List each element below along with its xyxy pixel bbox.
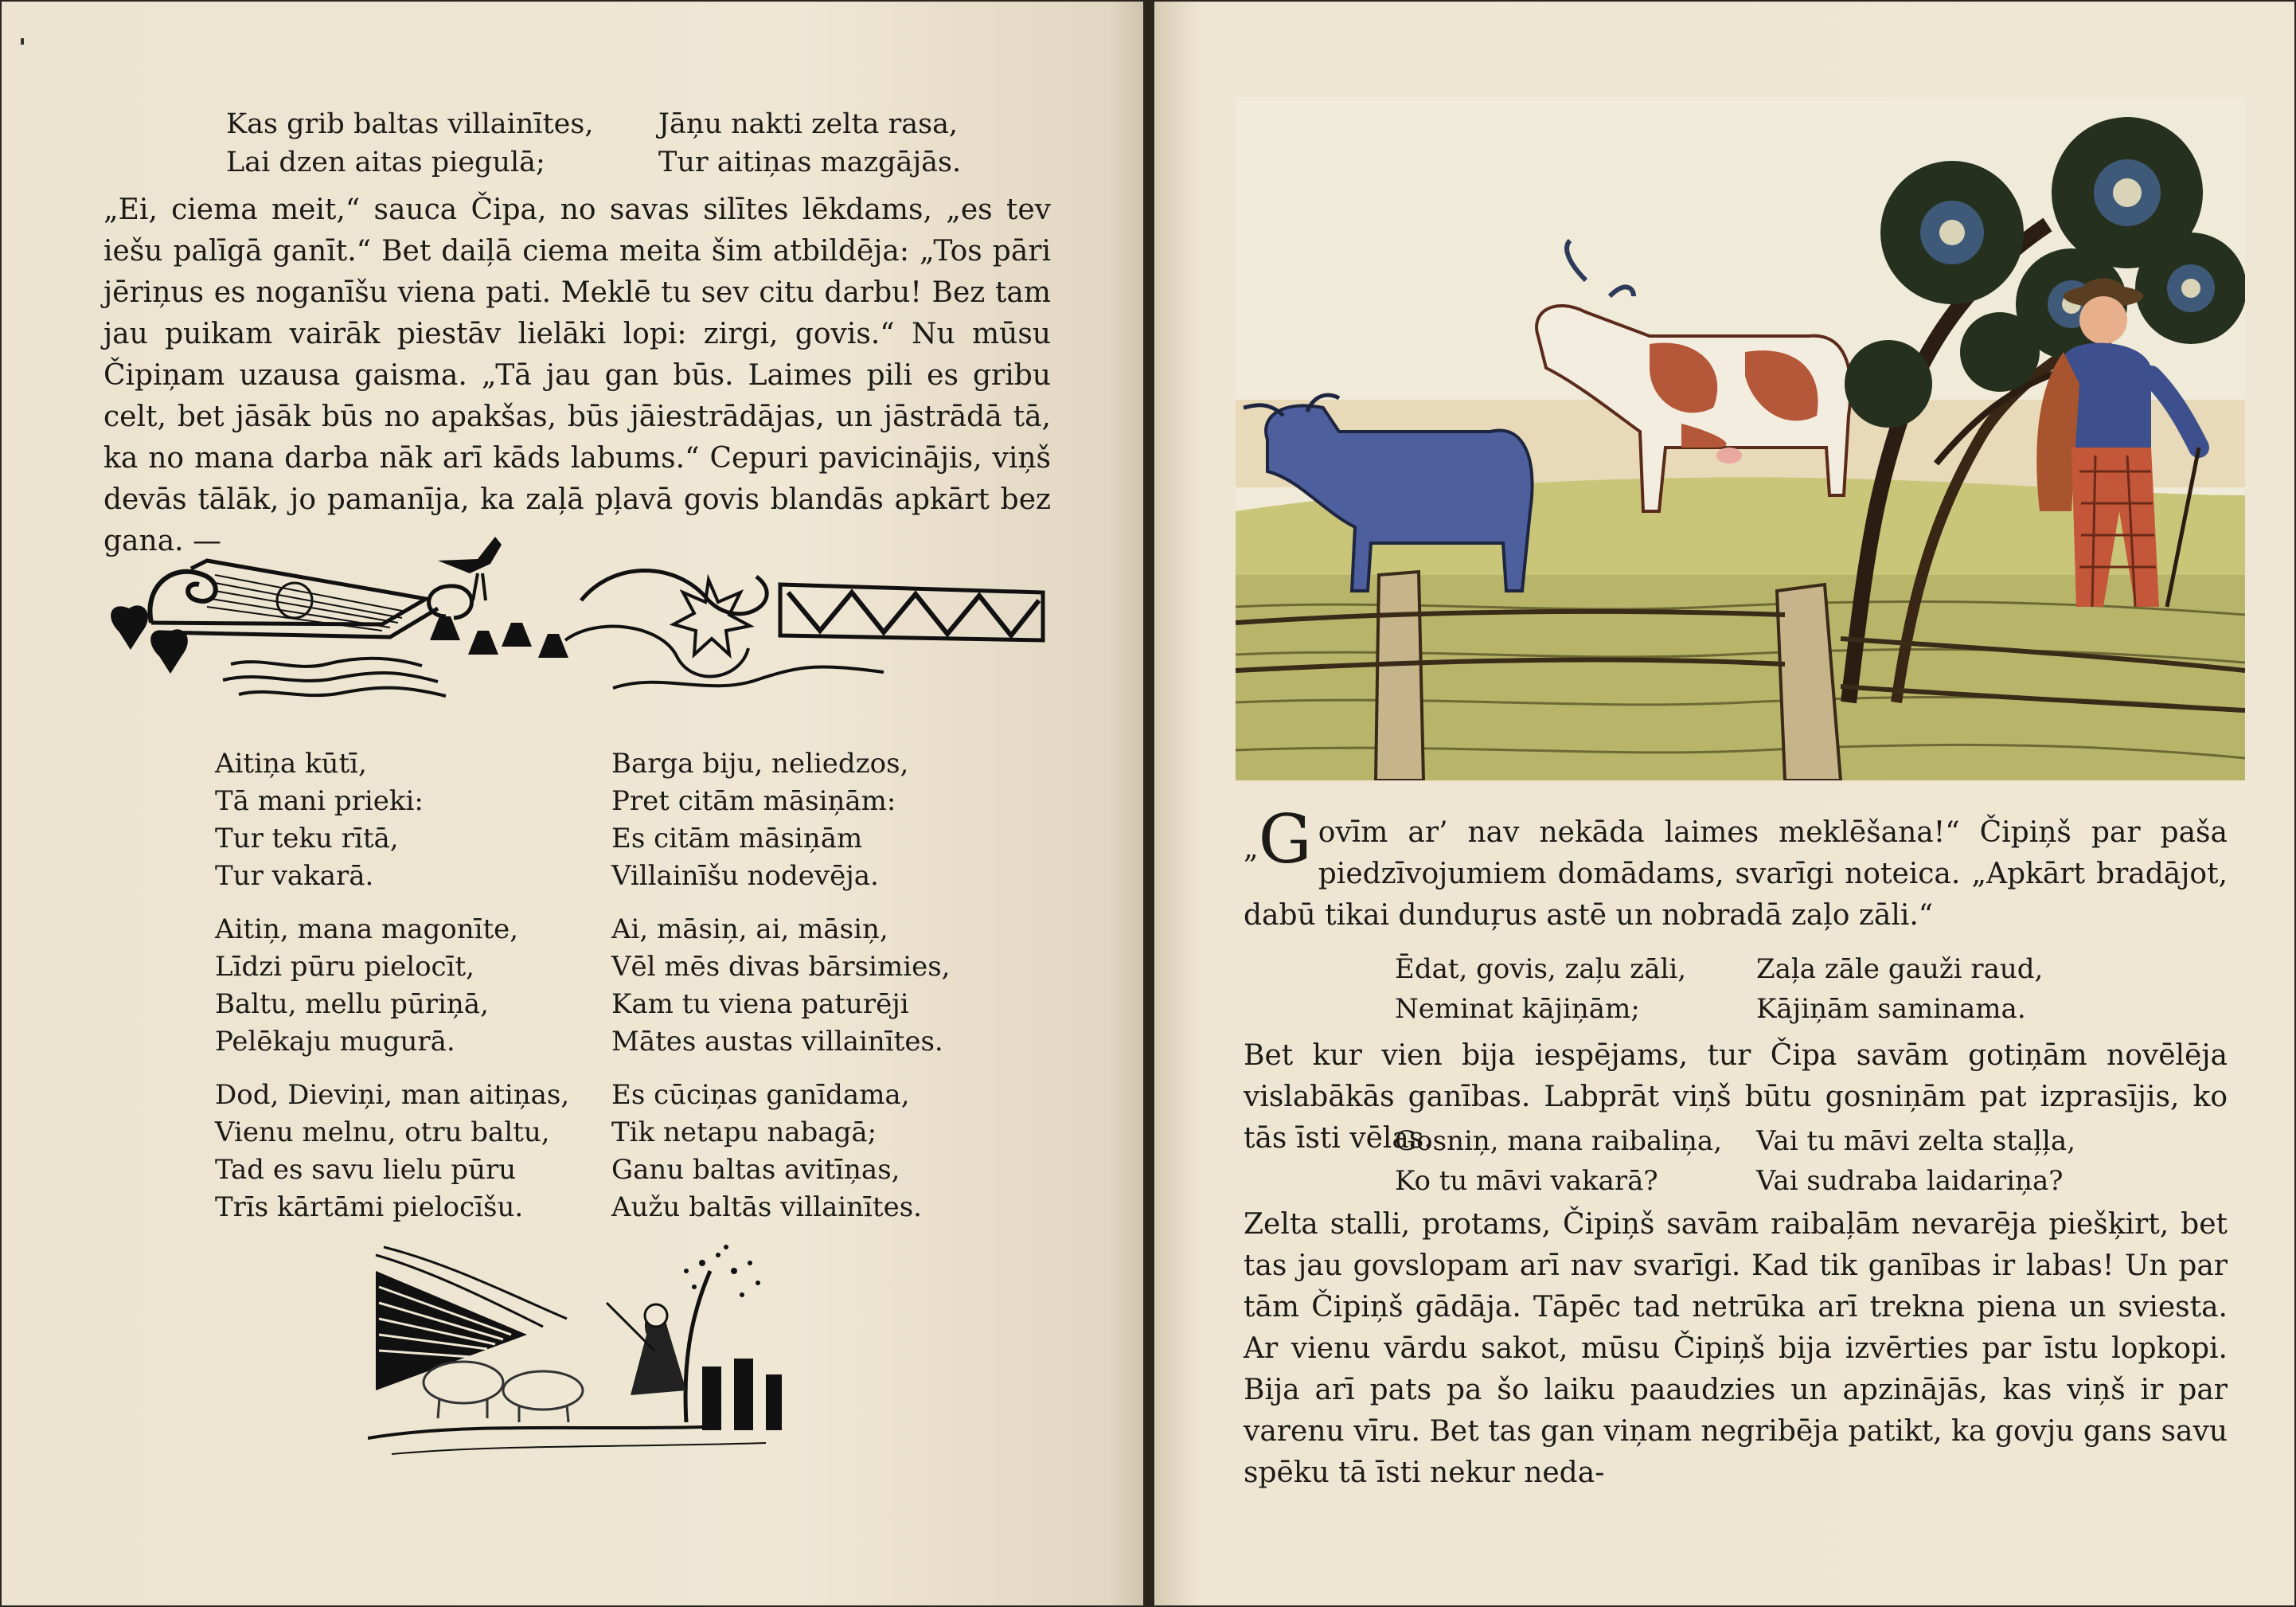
dropcap-quote: „	[1244, 832, 1259, 865]
verse-line: Vai tu māvi zelta staļļa,	[1756, 1125, 2076, 1157]
right-prose-3	[1244, 1204, 2228, 1494]
verse-top-right	[658, 105, 961, 182]
verse-line: Mātes austas villainītes.	[611, 1026, 943, 1058]
verse-line: Pret citām māsiņām:	[611, 785, 896, 817]
verse-a	[1395, 949, 2043, 1029]
verse-line: Lai dzen aitas piegulā;	[226, 147, 545, 178]
verse-line: Tā mani prieki:	[215, 785, 424, 817]
verse-line: Neminat kājiņām;	[1395, 993, 1640, 1025]
verse-line: Tik netapu nabagā;	[611, 1116, 877, 1148]
verse-line: Dod, Dieviņi, man aitiņas,	[215, 1079, 570, 1111]
verse-line: Kas grib baltas villainītes,	[226, 108, 594, 140]
verse-line: Pelēkaju mugurā.	[215, 1026, 455, 1058]
verse-line: Ēdat, govis, zaļu zāli,	[1395, 953, 1687, 985]
page-mark	[21, 38, 24, 45]
right-page	[1153, 0, 2296, 1607]
ornament-kokle-bird-sun-icon	[103, 529, 1051, 720]
verse-line: Villainīšu nodevēja.	[611, 860, 879, 892]
verse-line: Ganu baltas avitīņas,	[611, 1154, 900, 1186]
stanza-1	[215, 745, 908, 895]
verse-line: Ai, māsiņ, ai, māsiņ,	[611, 913, 888, 945]
verse-line: Vai sudraba laidariņa?	[1756, 1165, 2064, 1197]
left-prose	[103, 190, 1051, 562]
right-prose-1	[1244, 800, 2228, 936]
verse-top-left	[226, 105, 658, 182]
verse-line: Baltu, mellu pūriņā,	[215, 988, 489, 1020]
verse-line: Es citām māsiņām	[611, 823, 863, 854]
drop-cap: G	[1258, 800, 1312, 878]
prose-paragraph: ovīm ar’ nav nekāda laimes meklēšana!“ Čipiņš par paša piedzīvojumiem domādams, svarīgi noteica. „Apkārt bradājot, dabū tikai dunduŗus astē un nobradā zaļo zāli.“	[1244, 816, 2228, 932]
verse-line: Tur vakarā.	[215, 860, 374, 892]
verse-line: Tur teku rītā,	[215, 823, 399, 854]
prose-paragraph: Zelta stalli, protams, Čipiņš savām raibaļām nevarēja piešķirt, bet tas jau govslopam arī nav svarīgi. Kad tik ganības ir labas! Un par tām Čipiņš gādāja. Tāpēc tad netrūka arī trekna piena un sviesta. Ar vienu vārdu sakot, mūsu Čipiņš bija izvērties par īstu lopkopi. Bija arī pats pa šo laiku paaudzies un apzinājās, kas viņš ir par varenu vīru. Bet tas gan viņam negribēja patikt, ka govju gans savu spēku tā īsti nekur neda-	[1244, 1208, 2228, 1489]
verse-line: Aitiņa kūtī,	[215, 748, 367, 780]
stanza-2	[215, 911, 950, 1061]
prose-paragraph: „Ei, ciema meit,“ sauca Čipa, no savas silītes lēkdams, „es tev iešu palīgā ganīt.“ Bet daiļā ciema meita šim atbildēja: „Tos pāri jēriņus es noganīšu viena pati. Meklē tu sev citu darbu! Bez tam jau puikam vairāk piestāv lielāki lopi: zirgi, govis.“ Nu mūsu Čipiņam uzausa gaisma. „Tā jau gan būs. Laimes pili es gribu celt, bet jāsāk būs no apakšas, būs jāiestrādājas, un jāstrādā tā, ka no mana darba nāk arī kāds labums.“ Cepuri pavicinājis, viņš devās tālāk, jo pamanīja, ka zaļā pļavā govis blandās apkārt bez gana. —	[103, 194, 1051, 557]
prose-paragraph: Bet kur vien bija iespējams, tur Čipa savām gotiņām novēlēja vislabākās ganības. Labprāt viņš būtu gosniņām pat izprasījis, ko tās īsti vēlas.	[1244, 1039, 2228, 1155]
verse-line: Tad es savu lielu pūru	[215, 1154, 517, 1186]
left-page	[0, 0, 1145, 1607]
verse-line: Vienu melnu, otru baltu,	[215, 1116, 550, 1148]
stanza-3	[215, 1077, 922, 1226]
shepherdess-vignette-icon	[368, 1239, 798, 1470]
verse-line: Jāņu nakti zelta rasa,	[658, 108, 959, 140]
verse-line: Gosniņ, mana raibaliņa,	[1395, 1125, 1723, 1157]
verse-b	[1395, 1121, 2075, 1201]
verse-line: Līdzi pūru pielocīt,	[215, 951, 474, 983]
cows-herdsman-illustration-icon	[1236, 97, 2245, 780]
verse-line: Kājiņām saminama.	[1756, 993, 2026, 1025]
verse-line: Barga biju, neliedzos,	[611, 748, 909, 780]
verse-line: Kam tu viena paturēji	[611, 988, 909, 1020]
verse-line: Es cūciņas ganīdama,	[611, 1079, 910, 1111]
verse-line: Aitiņ, mana magonīte,	[215, 913, 519, 945]
verse-line: Aužu baltās villainītes.	[611, 1191, 922, 1223]
book-gutter	[1145, 0, 1153, 1607]
verse-line: Vēl mēs divas bārsimies,	[611, 951, 951, 983]
verse-line: Tur aitiņas mazgājās.	[658, 147, 962, 178]
verse-line: Zaļa zāle gauži raud,	[1756, 953, 2044, 985]
verse-top	[226, 105, 961, 182]
verse-line: Trīs kārtāmi pielocīšu.	[215, 1191, 524, 1223]
verse-line: Ko tu māvi vakarā?	[1395, 1165, 1658, 1197]
